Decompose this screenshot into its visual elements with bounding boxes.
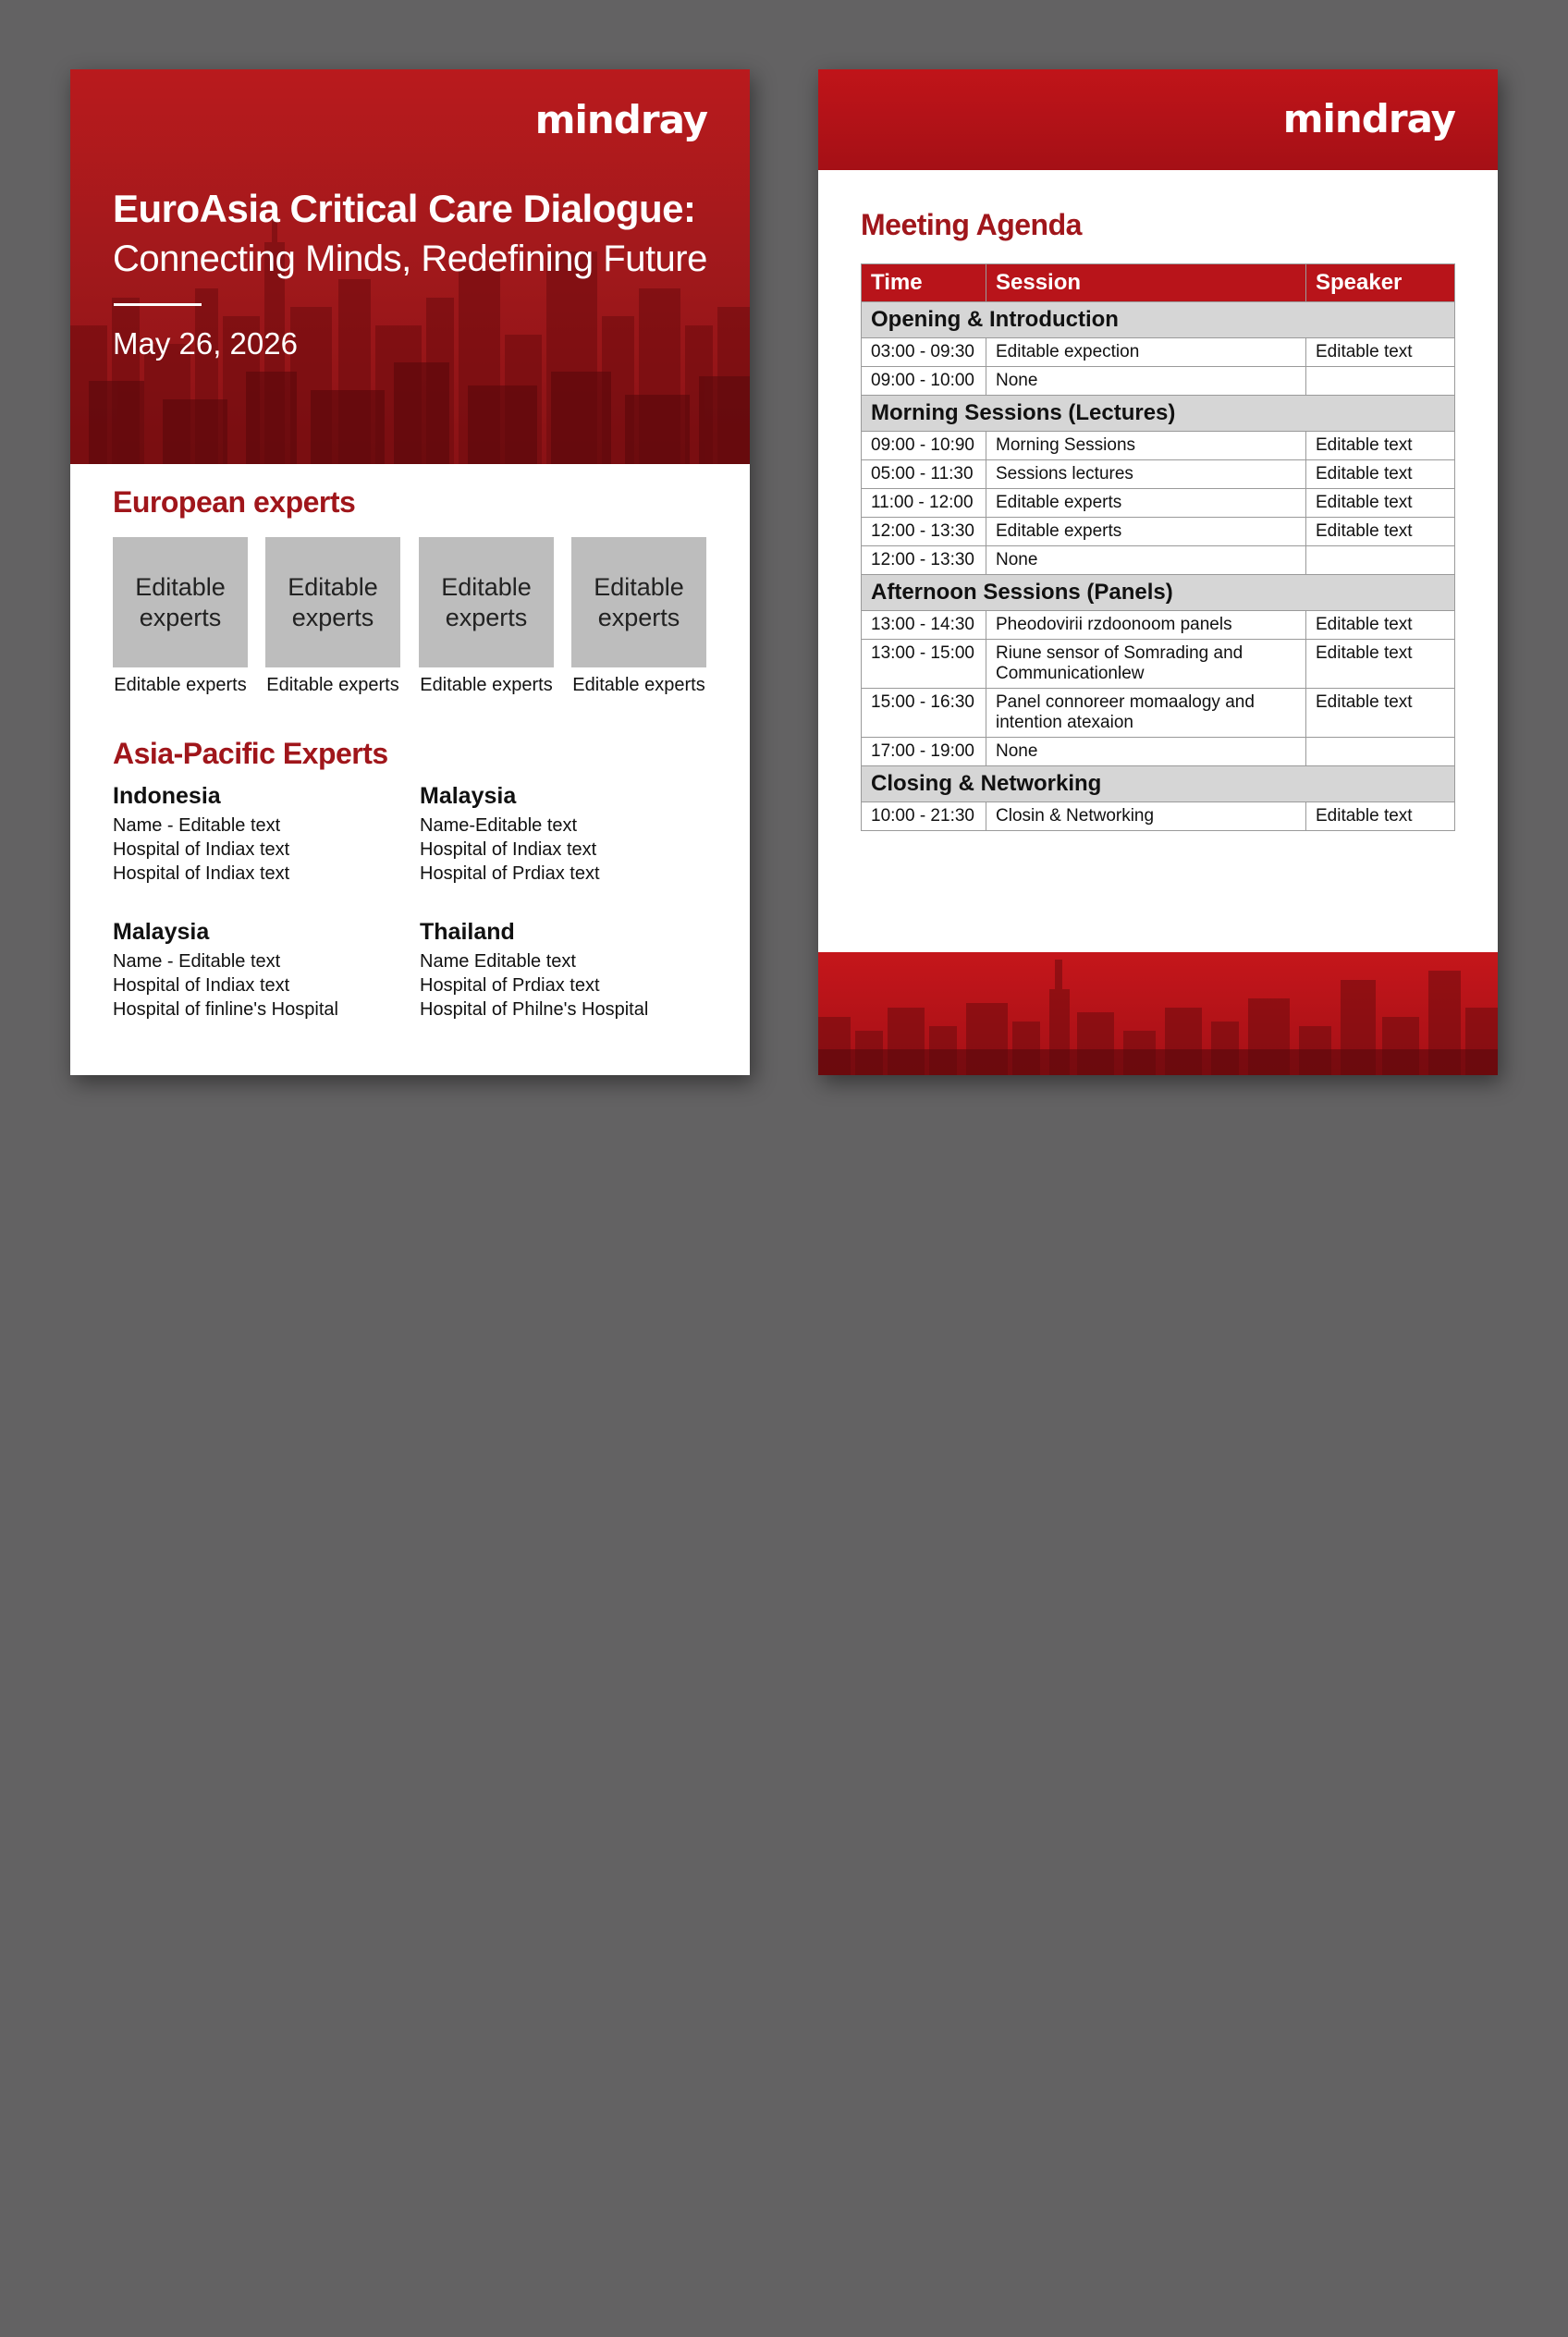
- table-row: [862, 518, 1455, 546]
- country-name: Malaysia: [420, 783, 517, 809]
- table-row: [862, 432, 1455, 460]
- agenda-header-row: [862, 264, 1455, 302]
- expert-line: Hospital of Indiax text: [113, 863, 290, 884]
- expert-photo-placeholder: Editable experts: [265, 537, 400, 667]
- column-header-session: Session: [986, 264, 1306, 302]
- country-name: Malaysia: [113, 919, 210, 945]
- mindray-logo: mindray: [534, 97, 707, 142]
- expert-line: Name - Editable text: [113, 815, 281, 836]
- section-title: Opening & Introduction: [862, 302, 1455, 338]
- agenda-section-row: [862, 396, 1455, 432]
- expert-card: [265, 537, 400, 696]
- section-title: Closing & Networking: [862, 766, 1455, 802]
- column-header-time: Time: [862, 264, 986, 302]
- time-cell: 13:00 - 15:00: [862, 640, 986, 689]
- event-date: May 26, 2026: [113, 326, 298, 361]
- speaker-cell: [1306, 546, 1455, 575]
- expert-line: Name Editable text: [420, 951, 576, 972]
- speaker-cell: Editable text: [1306, 518, 1455, 546]
- time-cell: 09:00 - 10:00: [862, 367, 986, 396]
- expert-caption: Editable experts: [572, 675, 705, 695]
- expert-card: [419, 537, 554, 696]
- session-cell: Morning Sessions: [986, 432, 1306, 460]
- flyer-front-page: [70, 69, 750, 1075]
- expert-line: Hospital of Prdiax text: [420, 863, 600, 884]
- agenda-section-row: [862, 575, 1455, 611]
- expert-line: Hospital of Philne's Hospital: [420, 999, 649, 1020]
- time-cell: 05:00 - 11:30: [862, 460, 986, 489]
- table-row: [862, 367, 1455, 396]
- agenda-section-row: [862, 302, 1455, 338]
- speaker-cell: Editable text: [1306, 489, 1455, 518]
- country-block-indonesia: [113, 783, 390, 886]
- agenda-table: [861, 263, 1455, 831]
- european-experts-heading: European experts: [113, 485, 356, 519]
- country-block-malaysia: [113, 919, 390, 1022]
- agenda-section-row: [862, 766, 1455, 802]
- session-cell: Sessions lectures: [986, 460, 1306, 489]
- time-cell: 12:00 - 13:30: [862, 518, 986, 546]
- expert-line: Name-Editable text: [420, 815, 578, 836]
- session-cell: Riune sensor of Somrading and Communicationlew: [986, 640, 1306, 689]
- session-cell: Editable experts: [986, 489, 1306, 518]
- table-row: [862, 460, 1455, 489]
- footer-skyline-band: [818, 952, 1498, 1075]
- expert-photo-placeholder: Editable experts: [419, 537, 554, 667]
- speaker-cell: Editable text: [1306, 338, 1455, 367]
- speaker-cell: Editable text: [1306, 432, 1455, 460]
- table-row: [862, 689, 1455, 738]
- expert-card: [113, 537, 248, 696]
- page-subtitle: Connecting Minds, Redefining Future: [113, 239, 707, 279]
- expert-line: Hospital of Indiax text: [113, 839, 290, 860]
- time-cell: 12:00 - 13:30: [862, 546, 986, 575]
- session-cell: Panel connoreer momaalogy and intention atexaion: [986, 689, 1306, 738]
- time-cell: 15:00 - 16:30: [862, 689, 986, 738]
- table-row: [862, 489, 1455, 518]
- table-row: [862, 640, 1455, 689]
- table-row: [862, 338, 1455, 367]
- speaker-cell: Editable text: [1306, 802, 1455, 831]
- expert-line: Hospital of Prdiax text: [420, 975, 600, 996]
- expert-photo-placeholder: Editable experts: [571, 537, 706, 667]
- title-divider: [114, 303, 202, 306]
- expert-line: Hospital of finline's Hospital: [113, 999, 338, 1020]
- session-cell: Closin & Networking: [986, 802, 1306, 831]
- speaker-cell: Editable text: [1306, 689, 1455, 738]
- session-cell: None: [986, 546, 1306, 575]
- table-row: [862, 802, 1455, 831]
- table-row: [862, 738, 1455, 766]
- speaker-cell: Editable text: [1306, 611, 1455, 640]
- country-block-malaysia: [420, 783, 697, 886]
- expert-line: Hospital of Indiax text: [420, 839, 597, 860]
- speaker-cell: [1306, 367, 1455, 396]
- city-skyline-image: [818, 952, 1498, 1075]
- time-cell: 11:00 - 12:00: [862, 489, 986, 518]
- column-header-speaker: Speaker: [1306, 264, 1455, 302]
- page-title: EuroAsia Critical Care Dialogue:: [113, 187, 696, 230]
- speaker-cell: [1306, 738, 1455, 766]
- session-cell: Editable expection: [986, 338, 1306, 367]
- expert-caption: Editable experts: [114, 675, 247, 695]
- hero-banner: [70, 69, 750, 464]
- flyer-agenda-page: [818, 69, 1498, 1075]
- table-row: [862, 611, 1455, 640]
- speaker-cell: Editable text: [1306, 460, 1455, 489]
- time-cell: 10:00 - 21:30: [862, 802, 986, 831]
- session-cell: Pheodovirii rzdoonoom panels: [986, 611, 1306, 640]
- header-band: [818, 69, 1498, 170]
- speaker-cell: Editable text: [1306, 640, 1455, 689]
- country-name: Indonesia: [113, 783, 221, 809]
- section-title: Morning Sessions (Lectures): [862, 396, 1455, 432]
- country-name: Thailand: [420, 919, 515, 945]
- apac-experts-heading: Asia-Pacific Experts: [113, 737, 388, 770]
- session-cell: None: [986, 367, 1306, 396]
- expert-caption: Editable experts: [266, 675, 399, 695]
- time-cell: 09:00 - 10:90: [862, 432, 986, 460]
- time-cell: 13:00 - 14:30: [862, 611, 986, 640]
- mindray-logo: mindray: [1282, 96, 1455, 141]
- expert-line: Name - Editable text: [113, 951, 281, 972]
- session-cell: None: [986, 738, 1306, 766]
- expert-photo-placeholder: Editable experts: [113, 537, 248, 667]
- expert-line: Hospital of Indiax text: [113, 975, 290, 996]
- country-block-thailand: [420, 919, 697, 1022]
- agenda-heading: Meeting Agenda: [861, 208, 1082, 241]
- time-cell: 03:00 - 09:30: [862, 338, 986, 367]
- session-cell: Editable experts: [986, 518, 1306, 546]
- table-row: [862, 546, 1455, 575]
- section-title: Afternoon Sessions (Panels): [862, 575, 1455, 611]
- expert-caption: Editable experts: [420, 675, 553, 695]
- time-cell: 17:00 - 19:00: [862, 738, 986, 766]
- expert-card: [571, 537, 706, 696]
